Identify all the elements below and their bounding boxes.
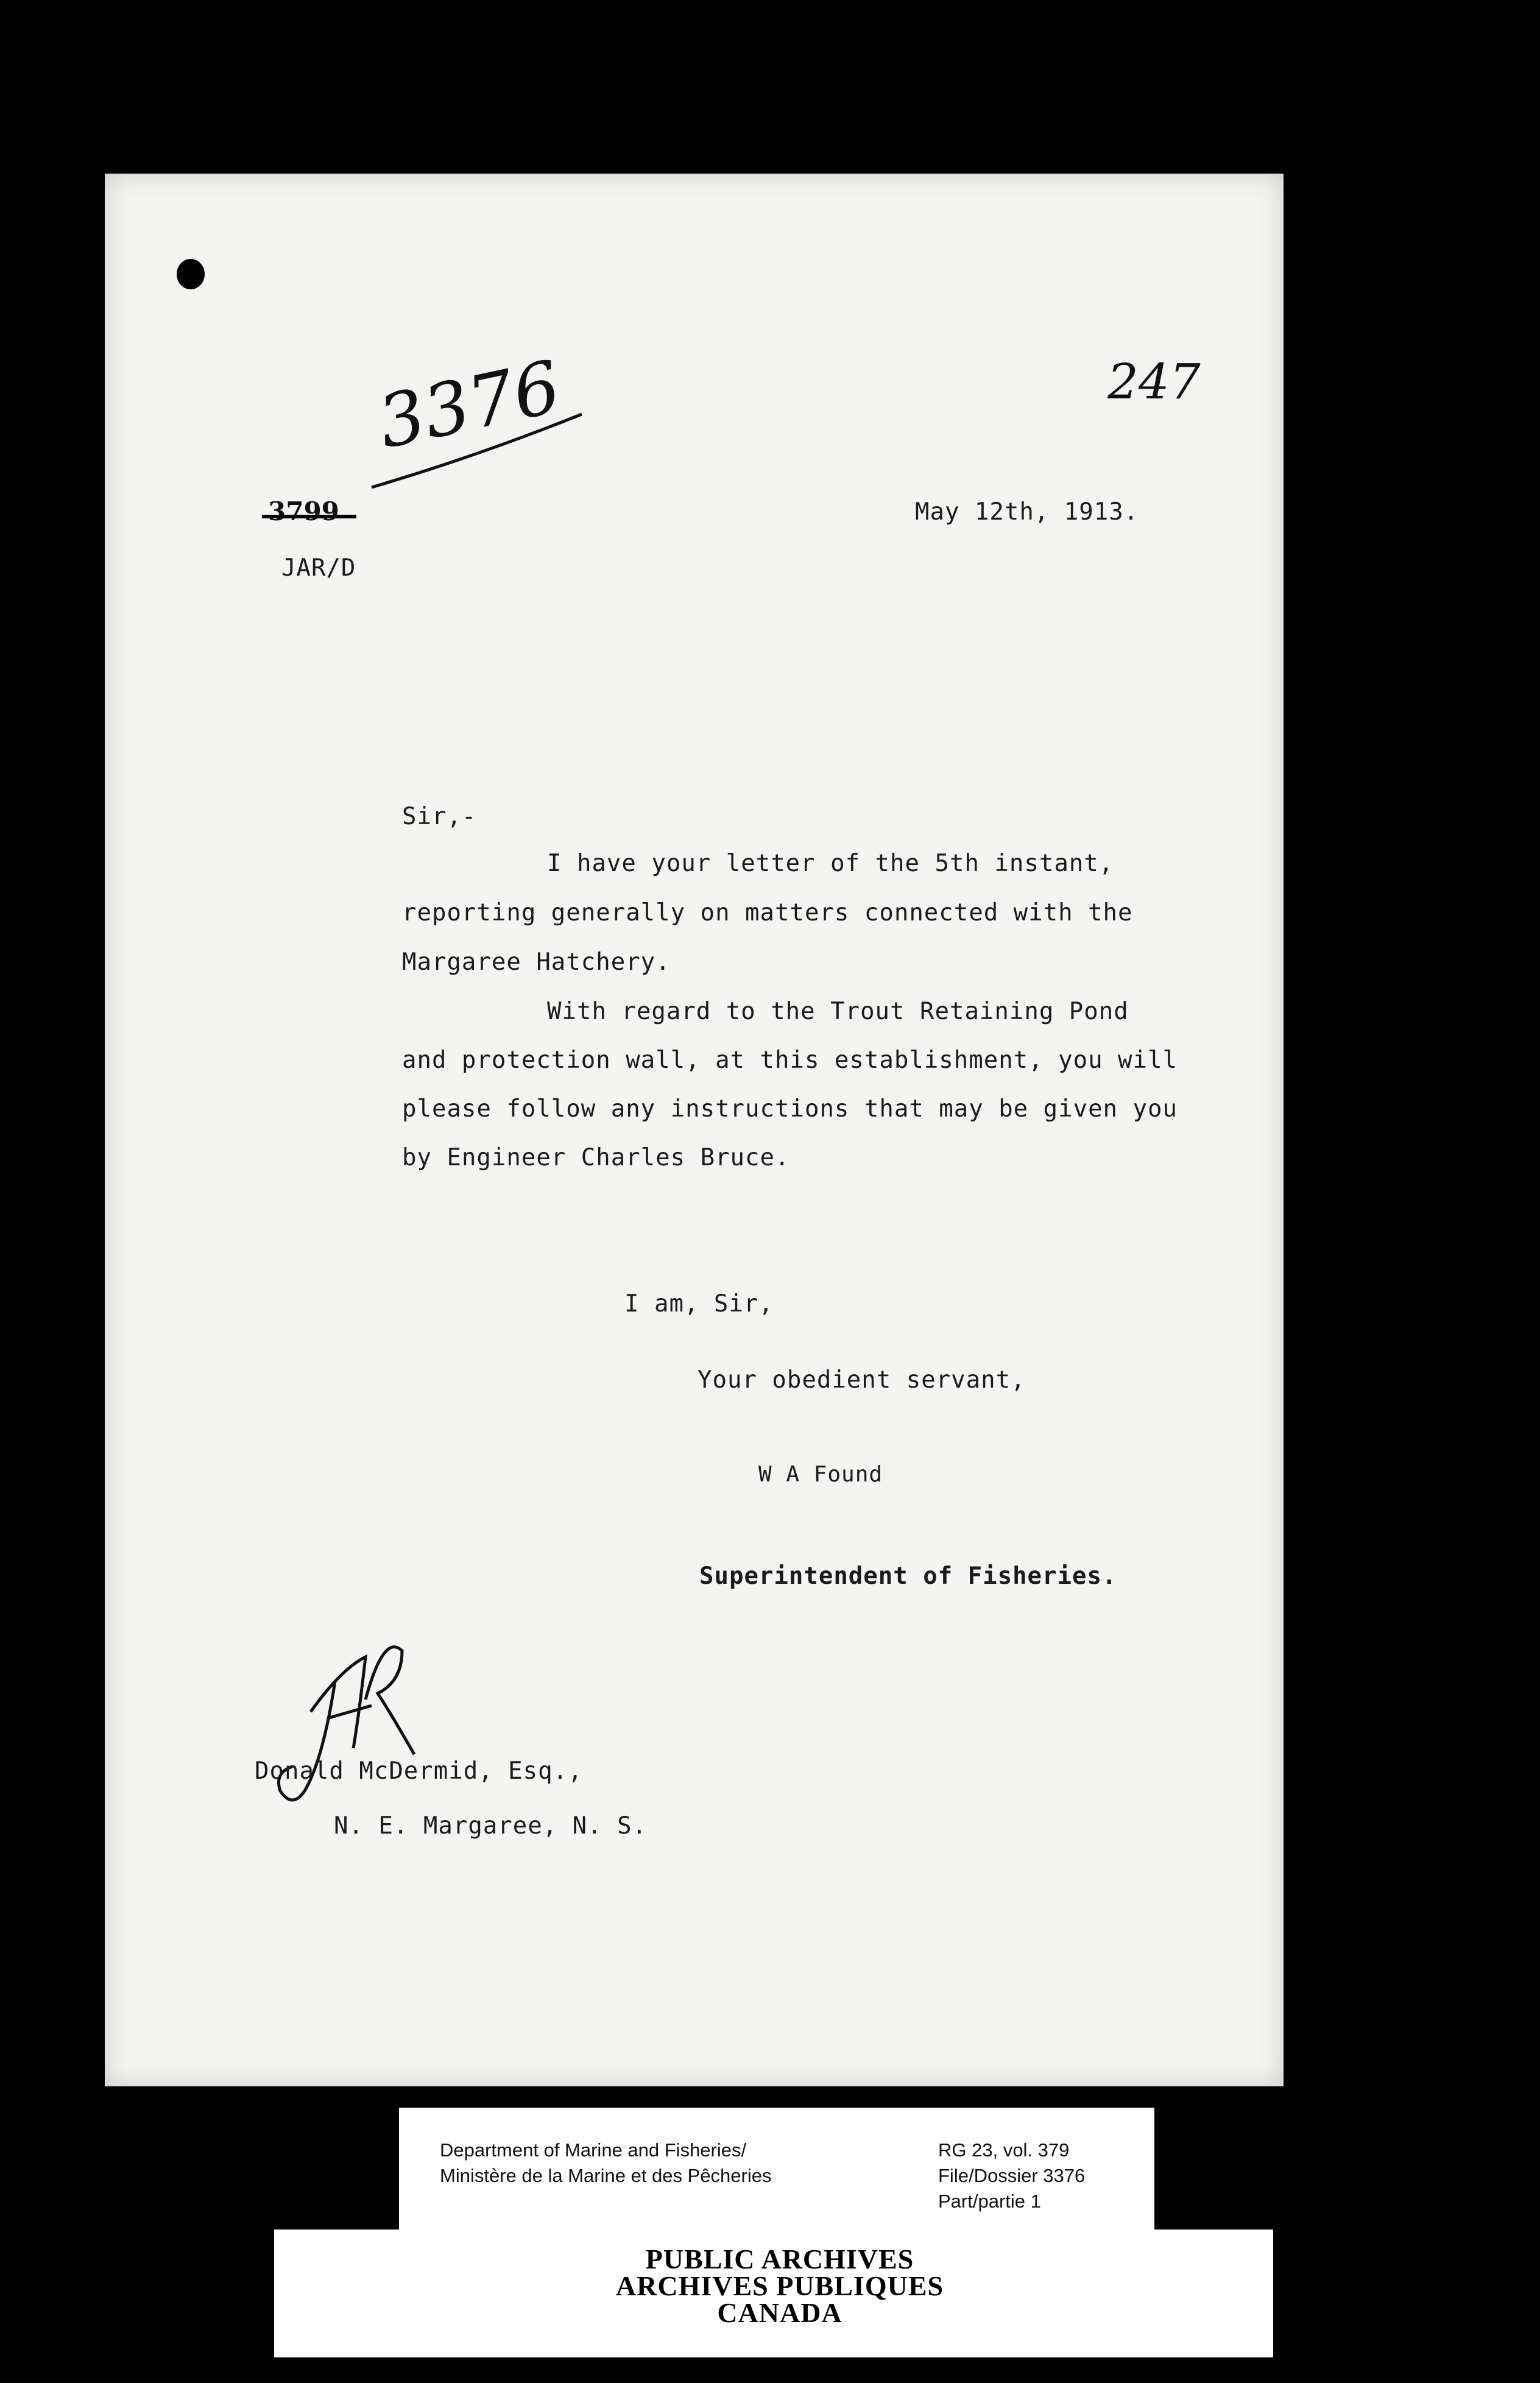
punch-hole [177, 259, 205, 289]
old-file-ref-text: 3799 [268, 496, 339, 526]
closing: I am, Sir, [624, 1290, 774, 1318]
record-group: RG 23, vol. 379 [938, 2139, 1070, 2161]
strike-through-mark [262, 507, 359, 526]
addressee-name: Donald McDermid, Esq., [255, 1757, 583, 1785]
body-line: and protection wall, at this establishment, you will [402, 1047, 1178, 1074]
file-dossier: File/Dossier 3376 [938, 2165, 1086, 2186]
body-line: I have your letter of the 5th instant, [547, 850, 1114, 877]
part-partie: Part/partie 1 [938, 2191, 1041, 2212]
body-line: reporting generally on matters connected with the [402, 899, 1133, 927]
department-en: Department of Marine and Fisheries/ [440, 2139, 747, 2161]
signer-title: Superintendent of Fisheries. [699, 1562, 1117, 1590]
old-file-ref [268, 496, 339, 526]
handwritten-initials [268, 1608, 420, 1840]
file-number-underline [366, 402, 591, 500]
letter-date: May 12th, 1913. [915, 498, 1139, 526]
department-fr: Ministère de la Marine et des Pêcheries [440, 2165, 772, 2186]
body-line: Margaree Hatchery. [402, 948, 671, 976]
archive-title-en: PUBLIC ARCHIVES [645, 2244, 914, 2275]
archive-title-fr: ARCHIVES PUBLIQUES [615, 2270, 944, 2301]
body-line: With regard to the Trout Retaining Pond [547, 998, 1129, 1025]
archive-country: CANADA [717, 2297, 842, 2328]
addressee-place: N. E. Margaree, N. S. [334, 1812, 648, 1840]
handwritten-file-number: 3376 [370, 344, 568, 465]
letter-ref: JAR/D [281, 554, 356, 582]
salutation: Sir,- [402, 803, 477, 830]
handwritten-page-number: 247 [1107, 353, 1201, 410]
closing-servant: Your obedient servant, [698, 1366, 1026, 1394]
body-line: please follow any instructions that may be given you [402, 1095, 1178, 1123]
body-line: by Engineer Charles Bruce. [402, 1144, 790, 1171]
signature-typed: W A Found [758, 1462, 883, 1487]
